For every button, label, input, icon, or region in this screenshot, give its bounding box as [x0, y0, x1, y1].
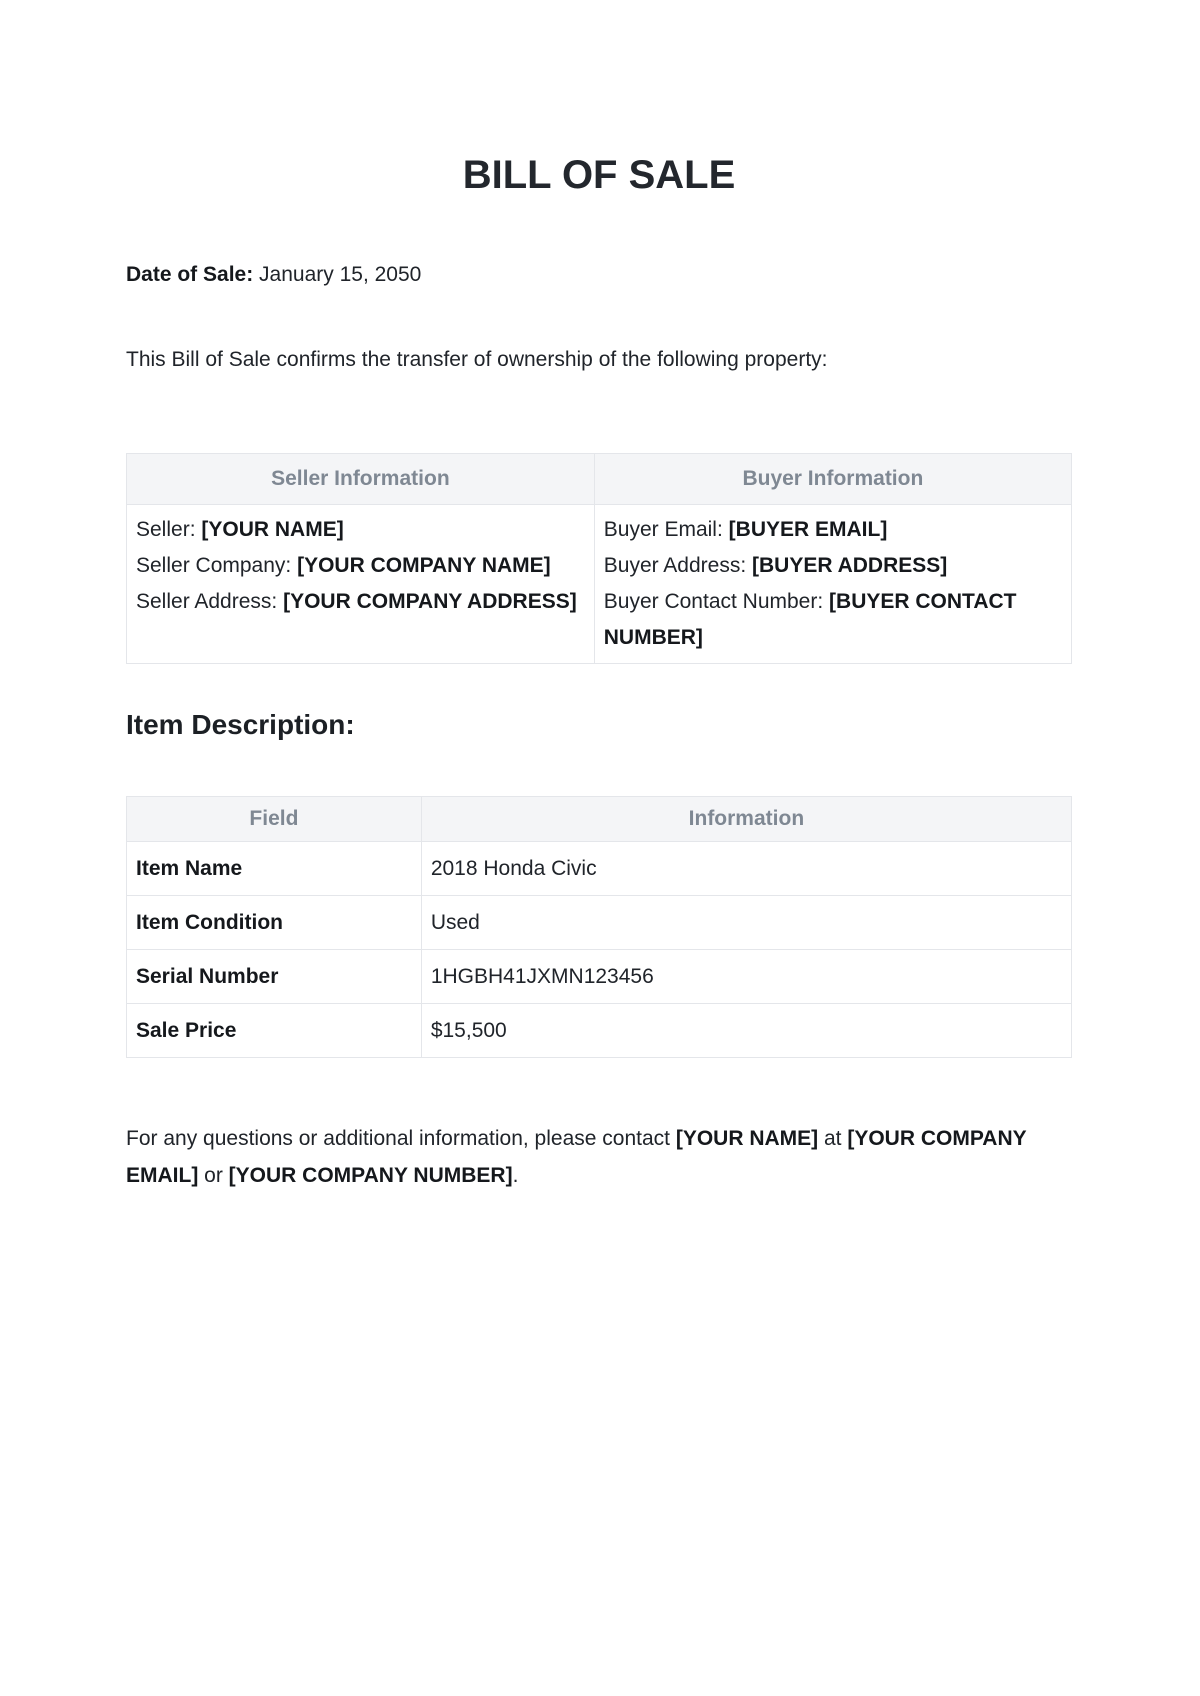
- date-of-sale-label: Date of Sale:: [126, 263, 254, 286]
- sale-price-label: Sale Price: [127, 1004, 422, 1058]
- buyer-address-value: [BUYER ADDRESS]: [752, 554, 948, 577]
- page-title: BILL OF SALE: [462, 153, 736, 197]
- seller-information-header: Seller Information: [127, 454, 595, 505]
- buyer-email-label: Buyer Email:: [603, 518, 723, 541]
- seller-company-label: Seller Company:: [136, 554, 292, 577]
- seller-information-cell: [127, 505, 595, 664]
- intro-paragraph: This Bill of Sale confirms the transfer of ownership of the following property:: [126, 348, 828, 371]
- buyer-information-header: Buyer Information: [594, 454, 1071, 505]
- footer-text-4: .: [512, 1164, 519, 1187]
- footer-contact-number: [YOUR COMPANY NUMBER]: [228, 1164, 513, 1187]
- buyer-address-label: Buyer Address:: [603, 554, 747, 577]
- seller-address-entry: [136, 584, 585, 620]
- item-description-table: [126, 796, 1072, 1058]
- seller-name-entry: [136, 512, 585, 548]
- parties-table-header-row: [127, 454, 1072, 505]
- parties-table: [126, 453, 1072, 664]
- contact-footer-note: [126, 1120, 1032, 1194]
- date-of-sale-value: January 15, 2050: [259, 263, 422, 286]
- seller-company-entry: [136, 548, 585, 584]
- buyer-email-value: [BUYER EMAIL]: [728, 518, 888, 541]
- parties-table-body-row: [127, 505, 1072, 664]
- footer-contact-email: [YOUR COMPANY EMAIL]: [126, 1127, 1027, 1187]
- item-name-label: Item Name: [127, 842, 422, 896]
- buyer-contact-entry: [604, 584, 1062, 656]
- item-condition-label: Item Condition: [127, 896, 422, 950]
- table-row-item-condition: [127, 896, 1072, 950]
- seller-address-value: [YOUR COMPANY ADDRESS]: [283, 590, 577, 613]
- serial-number-value: 1HGBH41JXMN123456: [421, 950, 1071, 1004]
- seller-name-label: Seller:: [136, 518, 196, 541]
- buyer-address-entry: [604, 548, 1062, 584]
- table-row-item-name: [127, 842, 1072, 896]
- buyer-email-entry: [604, 512, 1062, 548]
- information-column-header: Information: [421, 797, 1071, 842]
- table-row-sale-price: [127, 1004, 1072, 1058]
- sale-price-value: $15,500: [421, 1004, 1071, 1058]
- buyer-contact-label: Buyer Contact Number:: [603, 590, 824, 613]
- date-of-sale-line: [126, 260, 1072, 289]
- footer-text-1: For any questions or additional information, please contact: [126, 1127, 676, 1150]
- item-table-header-row: [127, 797, 1072, 842]
- item-name-value: 2018 Honda Civic: [421, 842, 1071, 896]
- serial-number-label: Serial Number: [127, 950, 422, 1004]
- footer-text-3: or: [198, 1164, 229, 1187]
- seller-company-value: [YOUR COMPANY NAME]: [297, 554, 551, 577]
- seller-address-label: Seller Address:: [136, 590, 278, 613]
- buyer-contact-value: [BUYER CONTACT NUMBER]: [603, 590, 1017, 649]
- table-row-serial-number: [127, 950, 1072, 1004]
- footer-contact-name: [YOUR NAME]: [675, 1127, 819, 1150]
- item-condition-value: Used: [421, 896, 1071, 950]
- seller-name-value: [YOUR NAME]: [201, 518, 344, 541]
- buyer-information-cell: [594, 505, 1071, 664]
- footer-text-2: at: [818, 1127, 848, 1150]
- item-description-heading: Item Description:: [126, 709, 355, 740]
- field-column-header: Field: [127, 797, 422, 842]
